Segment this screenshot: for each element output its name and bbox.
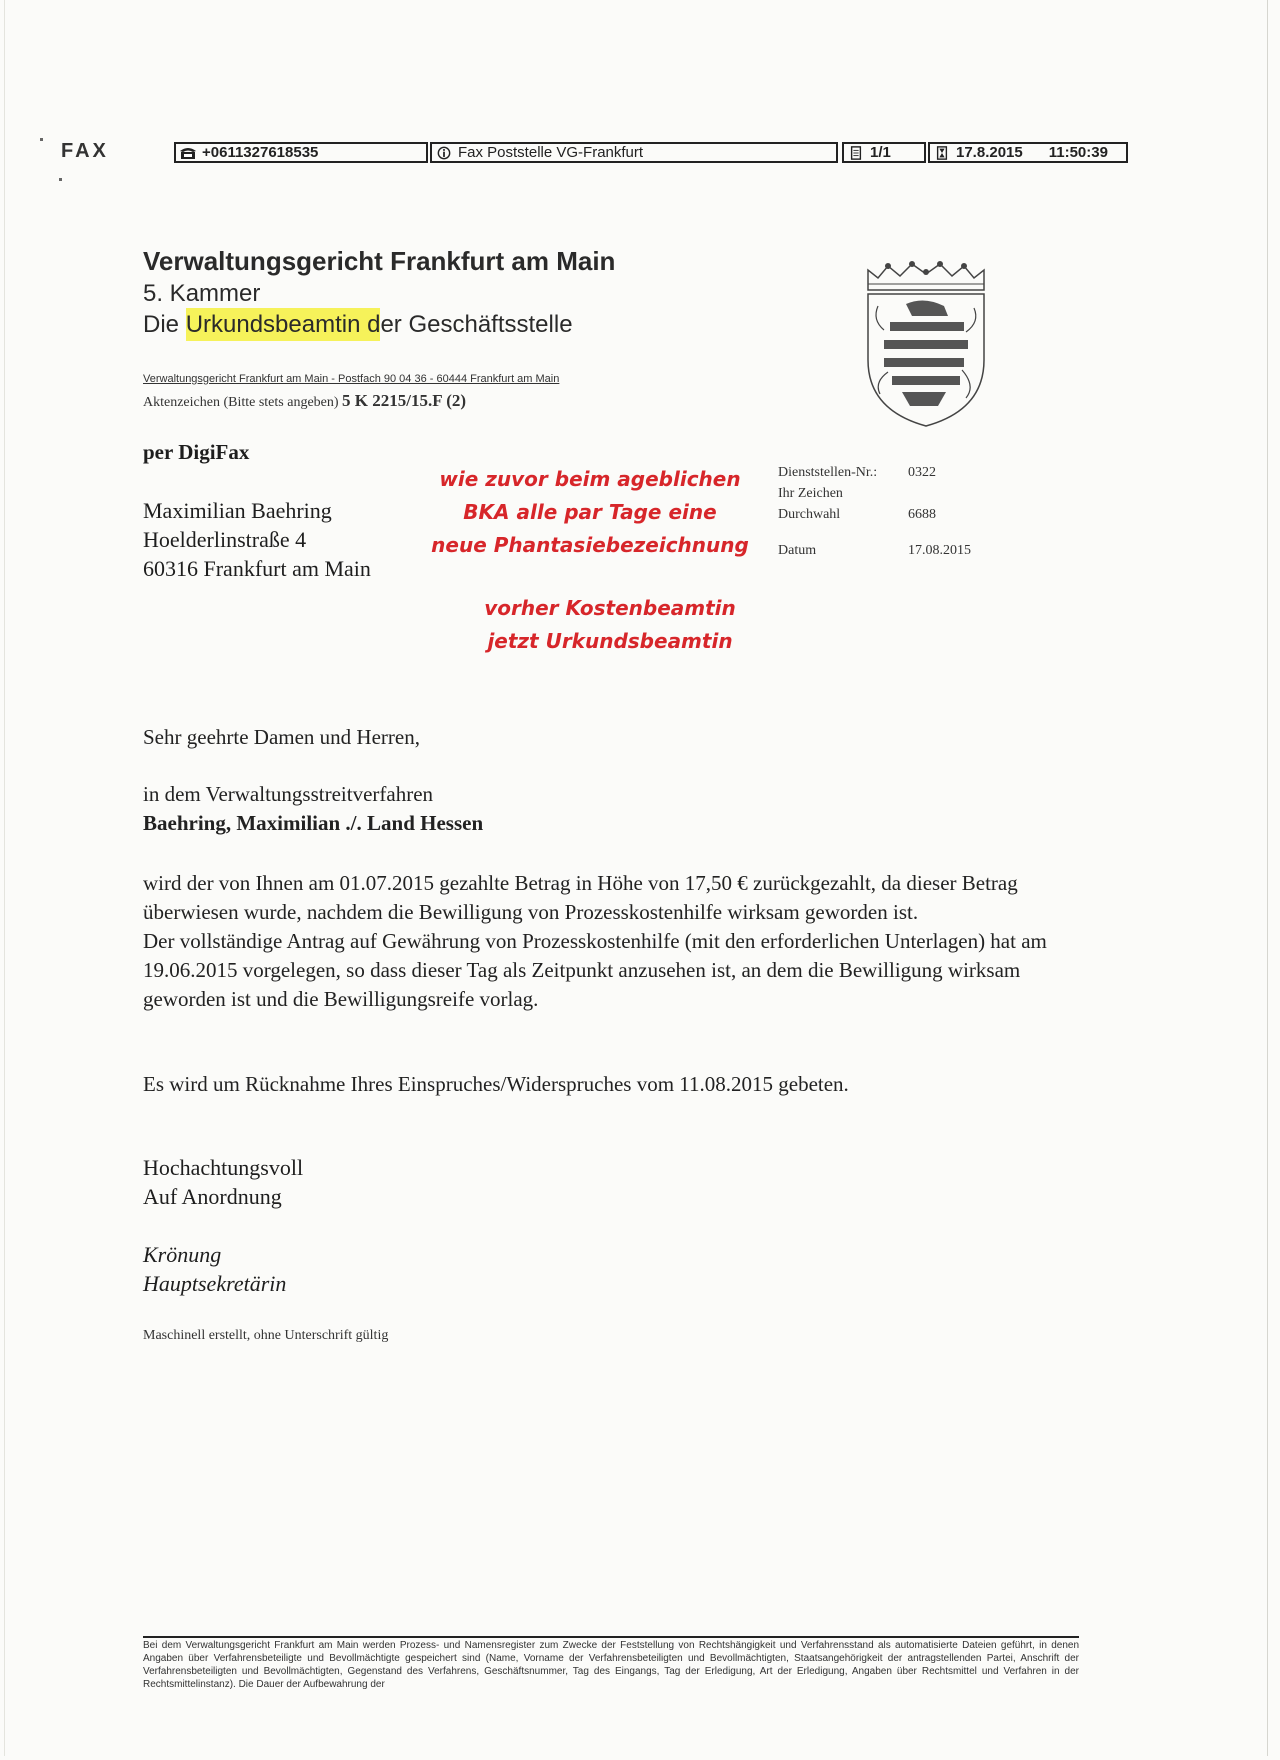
recipient-name: Maximilian Baehring: [143, 498, 332, 523]
hessen-coat-of-arms: [862, 260, 990, 430]
fax-time: 11:50:39: [1048, 144, 1108, 161]
info-row: [778, 504, 1008, 525]
court-name: Verwaltungsgericht Frankfurt am Main: [143, 246, 616, 276]
closing-line: Auf Anordnung: [143, 1184, 282, 1209]
letter-date: 17.08.2015: [908, 543, 971, 558]
proceeding-intro: in dem Verwaltungsstreitverfahren: [143, 782, 434, 806]
fax-label: FAX: [61, 140, 109, 162]
info-row: [778, 462, 1008, 483]
fax-sender: Fax Poststelle VG-Frankfurt: [458, 144, 644, 161]
extension-label: Durchwahl: [778, 507, 841, 522]
signer: [143, 1240, 286, 1298]
chamber: 5. Kammer: [143, 280, 261, 307]
salutation: Sehr geehrte Damen und Herren,: [143, 725, 420, 749]
fax-pages-field: [842, 142, 926, 163]
fax-phone-number: +0611327618535: [202, 144, 319, 161]
date-label: Datum: [778, 543, 817, 558]
scan-speck: [59, 178, 62, 181]
return-address: Verwaltungsgericht Frankfurt am Main - Postfach 90 04 36 - 60444 Frankfurt am Main: [143, 373, 560, 385]
office-suffix: er Geschäftsstelle: [380, 311, 573, 338]
hourglass-icon: [934, 146, 950, 160]
recipient-city: 60316 Frankfurt am Main: [143, 556, 371, 581]
recipient-street: Hoelderlinstraße 4: [143, 527, 307, 552]
fax-datetime-field: [928, 142, 1128, 163]
delivery-method: per DigiFax: [143, 440, 250, 464]
closing-line: Hochachtungsvoll: [143, 1155, 304, 1180]
your-ref: [908, 483, 1008, 504]
closing: [143, 1153, 303, 1211]
red-annotation-note: [470, 592, 750, 658]
info-row: [778, 483, 1008, 504]
footer-notice: Bei dem Verwaltungsgericht Frankfurt am Main werden Prozess- und Namensregister zum Zwecke der Feststellung von Rechtshängigkeit und Verfahrensstand als automatisierte Dateien geführt, in denen Angaben über Verfahrensbeteiligte und Bevollmächtigte gespeichert sind (Name, Vorname der Verfahrensbeteiligten und Bevollmächtigten, Staatsangehörigkeit der antragstellenden Partei, Anschrift der Verfahrensbeteiligten und Bevollmächtigten, Gegenstand des Verfahrens, Geschäftsnummer, Tag des Eingangs, Tag der Erledigung, Art der Erledigung, Angaben über Rechtsmittel und Verfahren in der Rechtsmittelinstanz). Die Dauer der Aufbewahrung der: [143, 1640, 1079, 1690]
office-title: [143, 311, 573, 339]
highlighted-text: Urkundsbeamtin d: [186, 308, 381, 341]
annotation-line: wie zuvor beim ageblichen: [439, 467, 741, 491]
info-row: [778, 540, 1008, 561]
fax-sender-field: [430, 142, 838, 163]
extension: 6688: [908, 507, 936, 522]
reference-info-table: [778, 462, 1008, 561]
body-paragraph: Es wird um Rücknahme Ihres Einspruches/Widerspruches vom 11.08.2015 gebeten.: [143, 1072, 849, 1096]
office-no-label: Dienststellen-Nr.:: [778, 465, 878, 480]
case-reference: [143, 391, 466, 411]
annotation-line: BKA alle par Tage eine: [463, 500, 717, 524]
telephone-icon: [180, 146, 196, 160]
page-icon: [848, 146, 864, 160]
annotation-line: neue Phantasiebezeichnung: [431, 533, 749, 557]
fax-date: 17.8.2015: [956, 144, 1023, 161]
recipient-address: [143, 496, 371, 583]
your-ref-label: Ihr Zeichen: [778, 486, 843, 501]
scan-speck: [40, 138, 43, 141]
info-icon: [436, 146, 452, 160]
case-parties: Baehring, Maximilian ./. Land Hessen: [143, 811, 484, 835]
signer-name: Krönung: [143, 1242, 222, 1267]
red-annotation-note: [430, 463, 750, 562]
fax-page-count: 1/1: [870, 144, 891, 161]
case-number: 5 K 2215/15.F (2): [342, 391, 467, 410]
machine-generated-note: Maschinell erstellt, ohne Unterschrift gültig: [143, 1328, 389, 1343]
proceeding: [143, 780, 483, 838]
body-paragraph: wird der von Ihnen am 01.07.2015 gezahlte Betrag in Höhe von 17,50 € zurückgezahlt, da dieser Betrag überwiesen wurde, nachdem die Bewilligung von Prozesskostenhilfe wirksam geworden ist. Der vollständige Antrag auf Gewährung von Prozesskostenhilfe (mit den erforderlichen Unterlagen) hat am 19.06.2015 vorgelegen, so dass dieser Tag als Zeitpunkt anzusehen ist, an dem die Bewilligung wirksam geworden ist und die Bewilligungsreife vorlag.: [143, 871, 1047, 1011]
annotation-line: vorher Kostenbeamtin: [484, 596, 736, 620]
case-label: Aktenzeichen (Bitte stets angeben): [143, 395, 339, 410]
signer-title: Hauptsekretärin: [143, 1271, 287, 1296]
annotation-line: jetzt Urkundsbeamtin: [487, 629, 733, 653]
fax-phone-field: [174, 142, 428, 163]
office-no: 0322: [908, 465, 936, 480]
footer-divider: [143, 1636, 1079, 1638]
office-prefix: Die: [143, 311, 186, 338]
